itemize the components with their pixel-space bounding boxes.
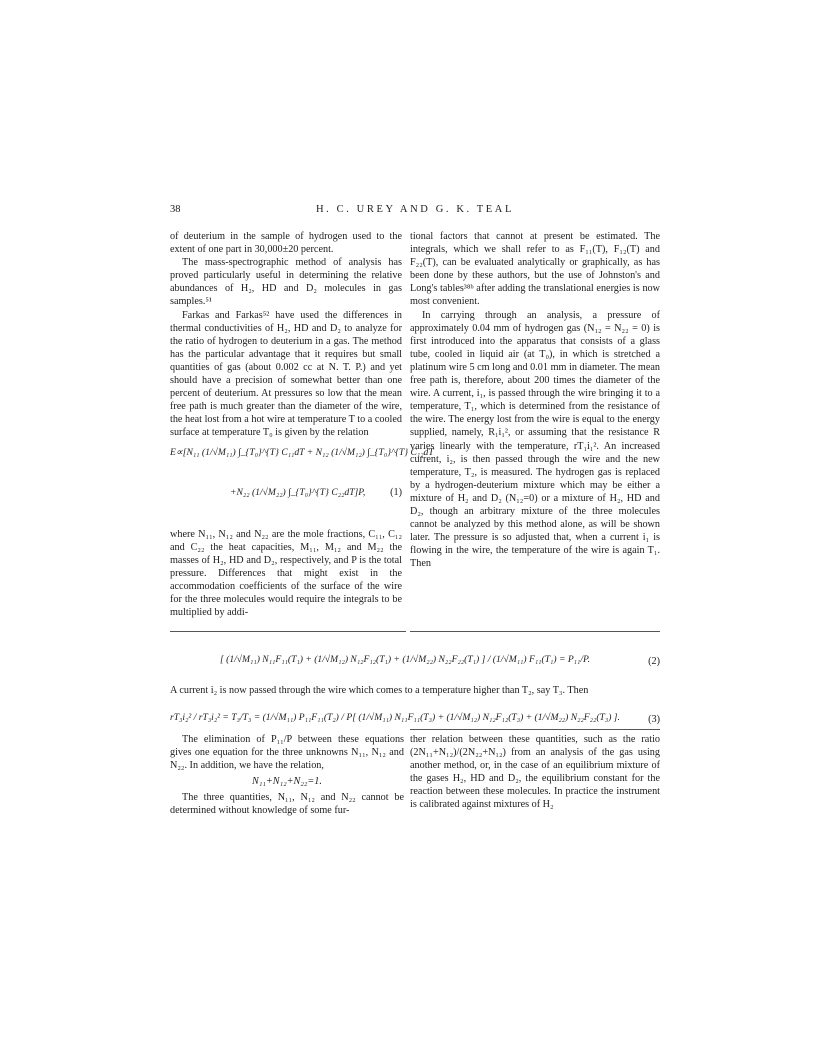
page-header bbox=[170, 204, 660, 220]
bridging-sentence: A current i₂ is now passed through the wire which comes to a temperature higher than T₂, say T₃. Then bbox=[170, 685, 589, 696]
left-column-top bbox=[170, 230, 434, 619]
equation-1-number: (1) bbox=[390, 486, 402, 498]
equation-3 bbox=[170, 704, 660, 730]
paragraph: The elimination of P₁₁/P between these equations gives one equation for the three unknowns N₁₁, N₁₂ and N₂₂. In addition, we have the relation, bbox=[170, 734, 404, 772]
equation-3-body: rT₃i₂² / rT₃i₂² = T₃/T₃ = (1/√M₁₁) P₁₁F₁₁(T₂) / P[ (1/√M₁₁) N₁₁F₁₁(T₃) + (1/√M₁₂) N₁₂F₁₂(T₃) + (1/√M₂₂) N₂₂F₂₂(T₃) ]. bbox=[170, 712, 620, 723]
right-column-bottom bbox=[410, 733, 660, 812]
paragraph: The mass-spectrographic method of analysis has proved particularly useful in determining the relative abundances of H₂, HD and D₂ molecules in gas samples.⁵¹ bbox=[170, 257, 402, 308]
paragraph: of deuterium in the sample of hydrogen used to the extent of one part in 30,000±20 percent. bbox=[170, 231, 402, 256]
page-number: 38 bbox=[170, 204, 181, 215]
sum-equation: N₁₁+N₁₂+N₂₂=1. bbox=[252, 776, 322, 788]
equation-2-body: [ (1/√M₁₁) N₁₁F₁₁(T₁) + (1/√M₁₂) N₁₂F₁₂(T₁) + (1/√M₂₂) N₂₂F₂₂(T₁) ] / (1/√M₁₁) F₁₁(T₁) = P₁₁/P. bbox=[220, 654, 591, 665]
paragraph: In carrying through an analysis, a pressure of approximately 0.04 mm of hydrogen gas (N₁₂ = N₂₂ = 0) is first introduced into the apparatus that consists of a glass tube, cooled in liquid air (at T₀), in which is stretched a platinum wire 5 cm long and 0.01 mm in diameter. The mean free path is, therefore, about 200 times the diameter of the wire. A current, i₁, is passed through the wire bringing it to a temperature, T₁, which is determined from the resistance of the wire. The energy lost from the wire is equal to the energy supplied, namely, R₁i₁², or assuming that the resistance R varies linearly with the temperature, rT₁i₁². An increased current, i₂, is then passed through the wire and the new temperature, T₂, is measured. The hydrogen gas is replaced by a hydrogen-deuterium mixture which may be either a mixture of H₂ and D₂ (N₁₂=0) or a mixture of H₂, HD and D₂, though an arbitrary mixture of the three molecules cannot be analyzed by this method alone, as will be shown later. The pressure is so adjusted that, when a current i₁ is flowing in the wire, the temperature of the wire is again T₁. Then bbox=[410, 309, 660, 570]
column-end-rule bbox=[170, 631, 406, 632]
equation-1 bbox=[170, 446, 434, 522]
paragraph: ther relation between these quantities, such as the ratio (2N₁₁+N₁₂)/(2N₂₂+N₁₂) from an analysis of the gas using another method, or, in the case of an equilibrium mixture of the gases H₂, HD and D₂, the equilibrium constant for the reaction between these molecules. In practice the instrument is calibrated against mixtures of H₂ bbox=[410, 734, 660, 811]
left-column-bottom bbox=[170, 733, 404, 818]
running-head: H. C. UREY AND G. K. TEAL bbox=[316, 204, 514, 215]
equation-1-line-1: E∝[N₁₁ (1/√M₁₁) ∫_{T₀}^{T} C₁₁dT + N₁₂ (1/√M₁₂) ∫_{T₀}^{T} C₁₂dT bbox=[170, 446, 434, 458]
equation-3-number: (3) bbox=[648, 714, 660, 725]
equation-1-line-2: +N₂₂ (1/√M₂₂) ∫_{T₀}^{T} C₂₂dT]P, bbox=[230, 486, 366, 498]
paragraph: where N₁₁, N₁₂ and N₂₂ are the mole fractions, C₁₁, C₁₂ and C₂₂ the heat capacities, M₁₁, M₁₂ and M₂₂ the masses of H₂, HD and D₂, respectively, and P is the total pressure. Differences that might exist in the accommodation coefficients of the surface of the wire for the three molecules would require the integrals to be multiplied by addi- bbox=[170, 528, 402, 619]
right-column-top bbox=[410, 230, 660, 570]
paragraph: tional factors that cannot at present be estimated. The integrals, which we shall refer to as F₁₁(T), F₁₂(T) and F₂₂(T), can be evaluated analytically or graphically, as has been done by these authors, but the use of Johnston's and Long's tables³⁸ᵇ after adding the translational energies is now most convenient. bbox=[410, 231, 660, 308]
equation-2-number: (2) bbox=[648, 656, 660, 667]
paragraph: The three quantities, N₁₁, N₁₂ and N₂₂ cannot be determined without knowledge of some fur- bbox=[170, 792, 404, 817]
column-end-rule bbox=[410, 631, 660, 632]
equation-2 bbox=[170, 648, 660, 674]
paragraph: Farkas and Farkas⁵² have used the differences in thermal conductivities of H₂, HD and D₂ to analyze for the ratio of hydrogen to deuterium in a gas. The method has the particular advantage that it requires but small quantities of gas (about 0.002 cc at N. T. P.) and yet should have a precision of somewhat better than one percent of deuterium. At pressures so low that the mean free path is much greater than the diameter of the wire, the heat lost from a hot wire at temperature T to a cooled surface at temperature T₀ is given by the relation bbox=[170, 309, 402, 439]
section-rule bbox=[410, 729, 660, 730]
